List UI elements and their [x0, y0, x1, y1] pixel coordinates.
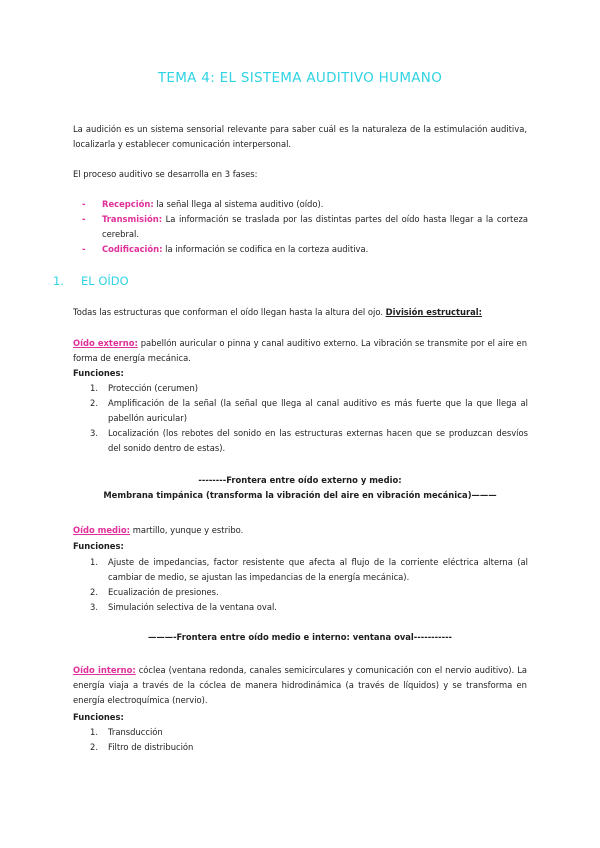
list-item: [90, 585, 528, 600]
phase-label: Transmisión:: [102, 214, 163, 224]
externo-funciones-label: Funciones:: [73, 368, 124, 378]
item-text: Ajuste de impedancias, factor resistente que afecta al flujo de la corriente eléctrica alterna (al cambiar de medio, se ajustan las impedancias de la energía mecánica).: [108, 557, 528, 582]
item-number: 1.: [90, 383, 98, 393]
oido-medio-label: Oído medio:: [73, 525, 131, 535]
oido-interno-label: Oído interno:: [73, 665, 136, 675]
item-text: Simulación selectiva de la ventana oval.: [108, 602, 277, 612]
structures-heading: División estructural:: [385, 307, 482, 317]
bullet-dash: -: [82, 214, 86, 224]
list-item: [90, 740, 528, 755]
item-text: Protección (cerumen): [108, 383, 199, 393]
list-item: [90, 426, 528, 456]
interno-funciones-label: Funciones:: [73, 712, 124, 722]
phases-intro: El proceso auditivo se desarrolla en 3 fases:: [73, 169, 258, 179]
item-text: Localización (los rebotes del sonido en las estructuras externas hacen que se produzcan desvíos del sonido dentro de estas).: [108, 428, 528, 453]
phases-list: [82, 197, 528, 257]
interno-funciones-list: [90, 725, 528, 755]
bullet-dash: -: [82, 199, 86, 209]
item-number: 2.: [90, 742, 98, 752]
section-heading: [53, 274, 129, 288]
frontera-externo-medio: --------Frontera entre oído externo y medio:: [198, 475, 402, 485]
item-number: 3.: [90, 428, 98, 438]
list-item: [90, 555, 528, 585]
membrana-timpanica: Membrana timpánica (transforma la vibración del aire en vibración mecánica)———: [103, 490, 497, 500]
item-text: Ecualización de presiones.: [108, 587, 219, 597]
list-item: [90, 725, 528, 740]
oido-externo-label: Oído externo:: [73, 338, 138, 348]
item-text: Filtro de distribución: [108, 742, 194, 752]
phase-text: la información se codifica en la corteza auditiva.: [162, 244, 369, 254]
list-item: [90, 600, 528, 615]
phase-label: Codificación:: [102, 244, 163, 254]
frontera-medio-interno: ———-Frontera entre oído medio e interno: ventana oval-----------: [147, 632, 453, 642]
oido-medio-paragraph: [73, 523, 527, 538]
list-item: [90, 396, 528, 426]
item-text: Transducción: [108, 727, 163, 737]
bullet-dash: -: [82, 244, 86, 254]
phase-text: la señal llega al sistema auditivo (oído).: [153, 199, 324, 209]
medio-funciones-label: Funciones:: [73, 541, 124, 551]
list-item: [82, 197, 528, 212]
oido-medio-text: martillo, yunque y estribo.: [130, 525, 244, 535]
list-item: [90, 381, 528, 396]
oido-interno-paragraph: [73, 663, 527, 708]
section-number: 1.: [53, 274, 64, 288]
page-title: TEMA 4: EL SISTEMA AUDITIVO HUMANO: [157, 70, 443, 86]
list-item: [82, 242, 528, 257]
item-number: 1.: [90, 727, 98, 737]
medio-funciones-list: [90, 555, 528, 615]
structures-text: Todas las estructuras que conforman el oído llegan hasta la altura del ojo.: [73, 307, 386, 317]
oido-interno-text: cóclea (ventana redonda, canales semicirculares y comunicación con el nervio auditivo). La energía viaja a través de la cóclea de manera hidrodinámica (a través de líquidos) y se transforma en energía electroquímica (nervio).: [73, 665, 527, 705]
phase-label: Recepción:: [102, 199, 154, 209]
item-number: 1.: [90, 557, 98, 567]
externo-funciones-list: [90, 381, 528, 456]
intro-paragraph: La audición es un sistema sensorial relevante para saber cuál es la naturaleza de la estimulación auditiva, localizarla y establecer comunicación interpersonal.: [73, 124, 527, 149]
item-number: 2.: [90, 587, 98, 597]
phase-text: La información se traslada por las distintas partes del oído hasta llegar a la corteza cerebral.: [102, 214, 528, 239]
item-number: 3.: [90, 602, 98, 612]
oido-externo-text: pabellón auricular o pinna y canal auditivo externo. La vibración se transmite por el aire en forma de energía mecánica.: [73, 338, 527, 363]
list-item: [82, 212, 528, 242]
item-number: 2.: [90, 398, 98, 408]
oido-externo-paragraph: [73, 336, 527, 366]
item-text: Amplificación de la señal (la señal que llega al canal auditivo es más fuerte que la que llega al pabellón auricular): [108, 398, 528, 423]
section-title: EL OÍDO: [81, 274, 129, 288]
structures-paragraph: [73, 305, 527, 320]
